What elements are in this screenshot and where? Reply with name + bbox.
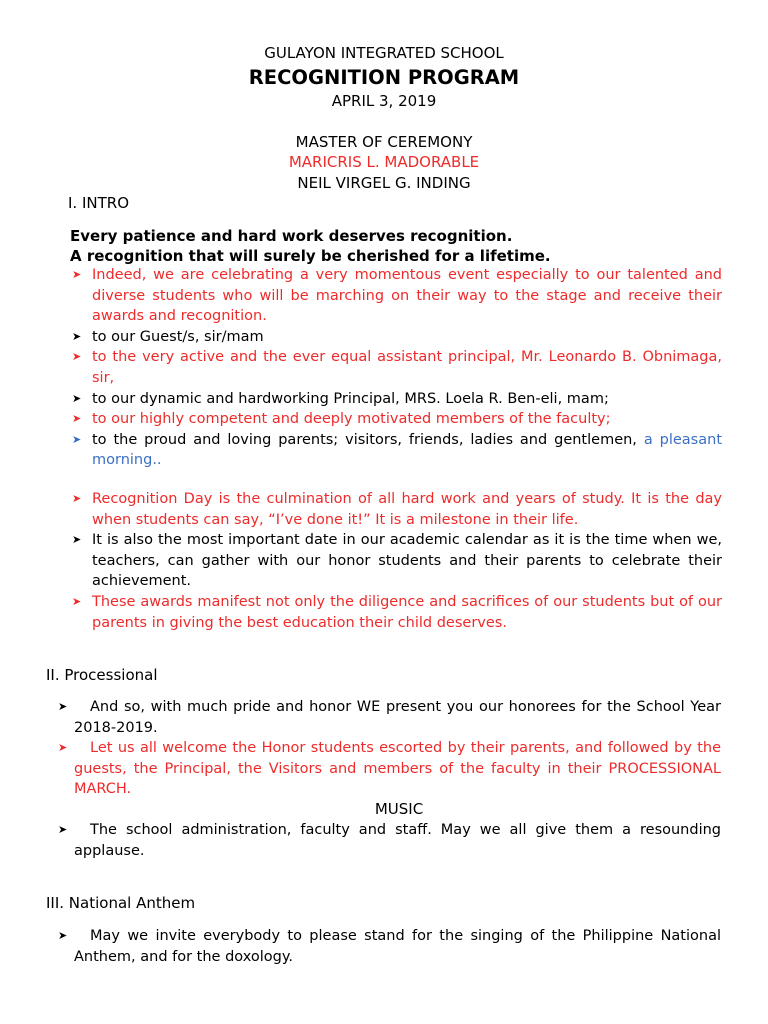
- list-item: ➤ The school administration, faculty and staff. May we all give them a resounding applause.: [58, 822, 721, 859]
- arrow-bullet-icon: ➤: [58, 741, 68, 755]
- list-item: ➤ to our dynamic and hardworking Principal, MRS. Loela R. Ben-eli, mam;: [72, 389, 722, 410]
- program-date: APRIL 3, 2019: [331, 92, 437, 110]
- arrow-bullet-icon: ➤: [58, 700, 68, 713]
- intro-line-2: A recognition that will surely be cherished for a lifetime.: [70, 247, 551, 265]
- mc-name-2: NEIL VIRGEL G. INDING: [297, 174, 471, 192]
- section-heading-anthem: III. National Anthem: [46, 894, 196, 912]
- mc-name-1: MARICRIS L. MADORABLE: [288, 153, 480, 171]
- arrow-bullet-icon: ➤: [72, 329, 82, 343]
- processional-list: [58, 697, 721, 800]
- list-item: ➤ to the proud and loving parents; visitors, friends, ladies and gentlemen, a pleasant morning..: [72, 431, 722, 469]
- arrow-bullet-icon: ➤: [72, 350, 82, 364]
- section-heading-intro: I. INTRO: [68, 194, 129, 212]
- mc-label: MASTER OF CEREMONY: [295, 133, 473, 151]
- list-item: ➤ May we invite everybody to please stand for the singing of the Philippine National Anthem, and for the doxology.: [58, 928, 721, 965]
- intro-list-1: [72, 265, 722, 471]
- arrow-bullet-icon: ➤: [58, 929, 68, 942]
- arrow-bullet-icon: ➤: [72, 391, 82, 405]
- intro-list-2: [72, 489, 722, 633]
- list-item: ➤ Recognition Day is the culmination of all hard work and years of study. It is the day when students can say, “I’ve done it!” It is a milestone in their life.: [72, 491, 722, 528]
- list-item: ➤ These awards manifest not only the diligence and sacrifices of our students but of our parents in giving the best education their child deserves.: [72, 593, 722, 631]
- list-item: ➤ to our highly competent and deeply motivated members of the faculty;: [72, 409, 722, 430]
- arrow-bullet-icon: ➤: [72, 492, 82, 505]
- list-item: ➤ Indeed, we are celebrating a very momentous event especially to our talented and diverse students who will be marching on their way to the stage and receive their awards and recognition.: [72, 267, 722, 325]
- list-item: ➤ It is also the most important date in our academic calendar as it is the time when we, teachers, can gather with our honor students and their parents to celebrate their achievement.: [72, 532, 722, 590]
- arrow-bullet-icon: ➤: [72, 412, 82, 426]
- greeting-tail: a pleasant morning..: [92, 431, 722, 469]
- arrow-bullet-icon: ➤: [72, 432, 82, 446]
- music-label: MUSIC: [374, 800, 424, 818]
- list-item: ➤ And so, with much pride and honor WE present you our honorees for the School Year 2018-2019.: [58, 699, 721, 736]
- arrow-bullet-icon: ➤: [58, 823, 68, 836]
- arrow-bullet-icon: ➤: [72, 268, 82, 281]
- program-title: RECOGNITION PROGRAM: [248, 66, 520, 89]
- school-name: GULAYON INTEGRATED SCHOOL: [264, 44, 504, 62]
- section-heading-processional: II. Processional: [46, 666, 158, 684]
- list-item: ➤ to the very active and the ever equal assistant principal, Mr. Leonardo B. Obnimaga, sir,: [72, 349, 722, 386]
- list-item: ➤ Let us all welcome the Honor students escorted by their parents, and followed by the guests, the Principal, the Visitors and members of the faculty in their PROCESSIONAL MARCH.: [58, 740, 721, 798]
- arrow-bullet-icon: ➤: [72, 533, 82, 547]
- anthem-list: [58, 926, 721, 967]
- processional-list-2: [58, 820, 721, 861]
- list-item: ➤ to our Guest/s, sir/mam: [72, 327, 722, 348]
- arrow-bullet-icon: ➤: [72, 594, 82, 608]
- intro-line-1: Every patience and hard work deserves recognition.: [70, 227, 513, 245]
